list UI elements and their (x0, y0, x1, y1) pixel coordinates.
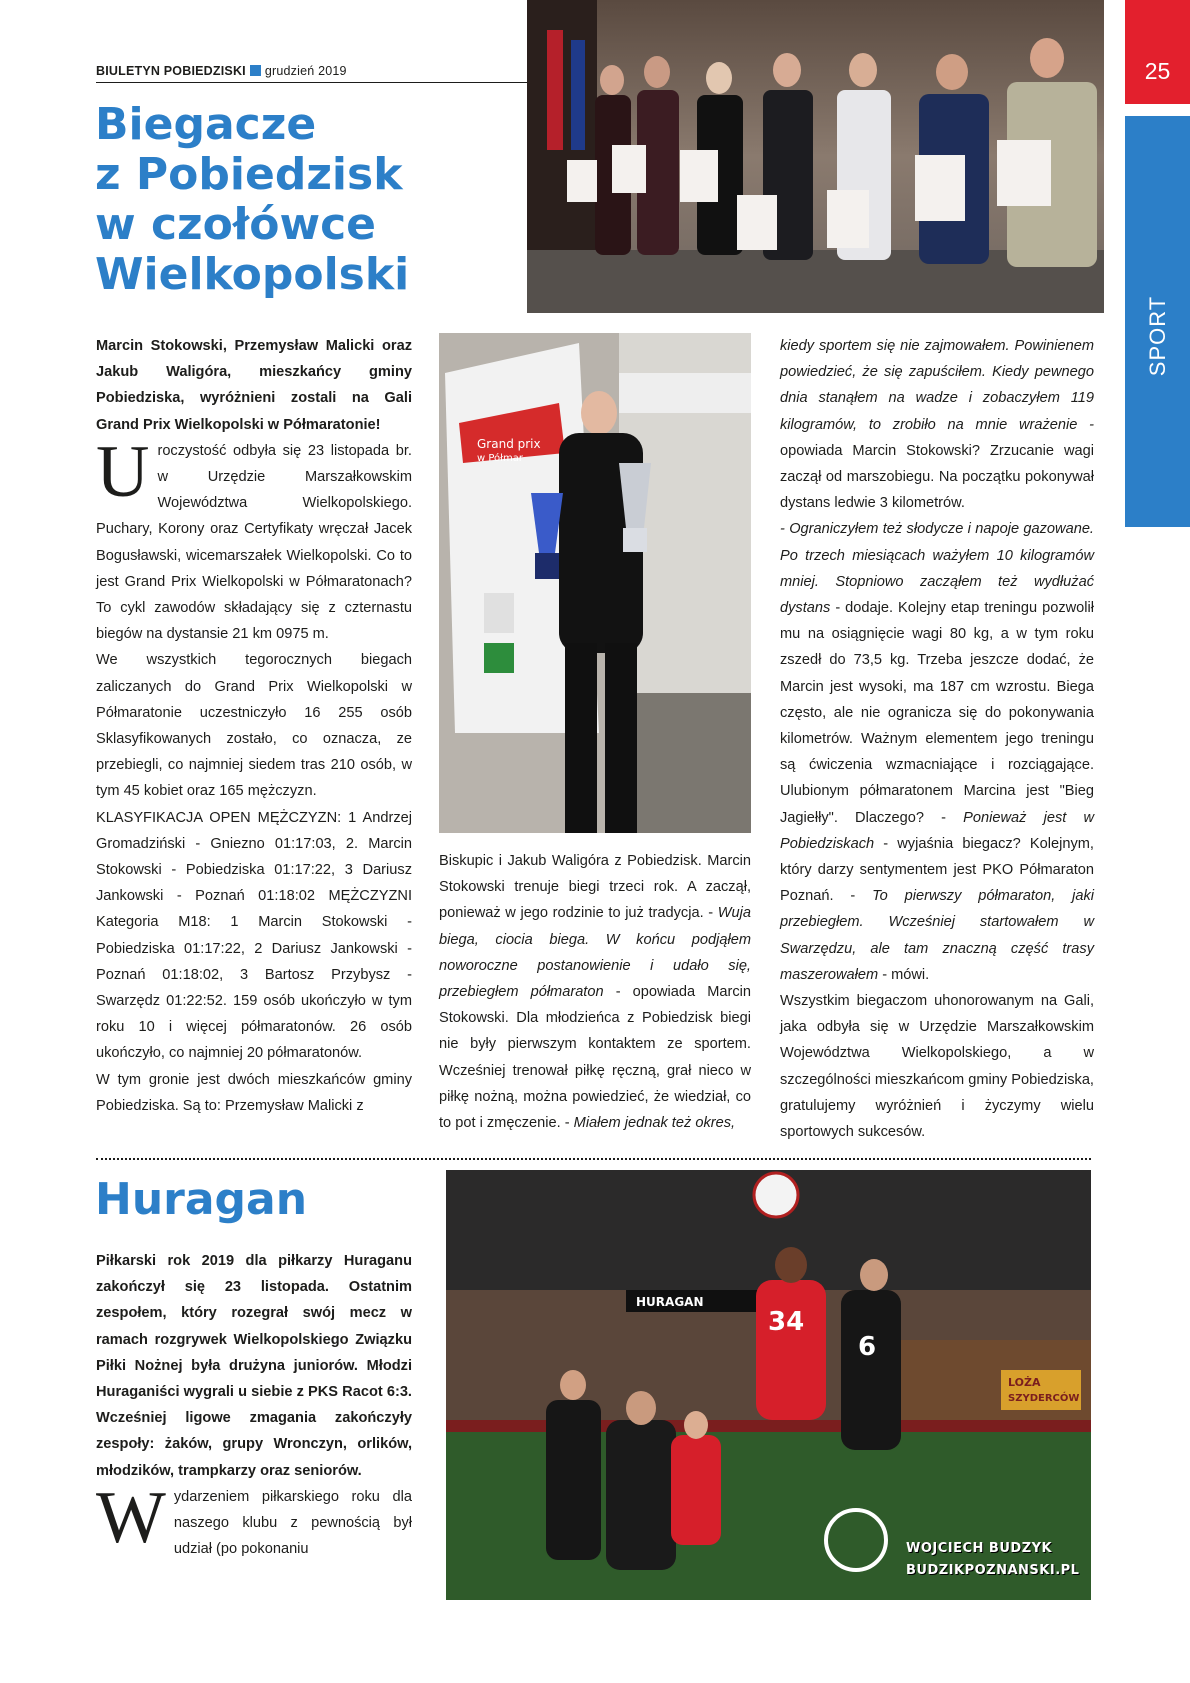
award-ceremony-photo (527, 0, 1104, 313)
title-line: z Pobiedzisk (95, 149, 403, 200)
photo-credit (906, 1538, 1079, 1582)
closing-paragraph: Wszystkim biegaczom uhonorowanym na Gali, jaka odbyła się w Urzędzie Marszałkowskim Województwa Wielkopolskiego, a w szczególności mieszkańcom gminy Pobiedziska, gratulujemy wyróżnień i życzymy wielu sportowych sukcesów. (780, 993, 1094, 1141)
banner-text: Grand prix (477, 437, 541, 451)
article-title: Huragan (95, 1174, 308, 1225)
football-match-photo (446, 1170, 1091, 1600)
article-lead: Marcin Stokowski, Przemysław Malicki oraz Jakub Waligóra, mieszkańcy gminy Pobiedziska, wyróżnieni zostali na Gali Grand Prix Wielkopolski w Półmaratonie! (96, 338, 412, 433)
paragraph: - wyjaśnia biegacz? Kolejnym, który darzy sentymentem jest PKO Półmaraton Poznań. - (780, 835, 1094, 905)
title-line: w czołówce (95, 199, 377, 250)
running-header (96, 64, 530, 78)
photo-credit-name: WOJCIECH BUDZYK (906, 1541, 1053, 1556)
paragraph: - opowiada Marcin Stokowski. Dla młodzieńca z Pobiedzisk biegi nie były pierwszym kontaktem ze sportem. Wcześniej trenował piłkę ręczną, grał nieco w piłkę nożną, można powiedzieć, że wiedział, co to pot i zmęczenie. - (439, 984, 751, 1132)
paragraph: opowiada Marcin Stokowski? Zrzucanie wagi zaczął od marszobiegu. Na początku pokonywał dystans ledwie 3 kilometrów. (780, 442, 1094, 512)
title-line: Wielkopolski (95, 249, 410, 300)
article-column-3 (780, 333, 1094, 1145)
title-line: Biegacze (95, 99, 317, 150)
quote: - Ograniczyłem też słodycze i napoje gazowane. Po trzech miesiącach ważyłem 10 kilogramów mniej. Stopniowo zacząłem też wydłużać dystans (780, 521, 1094, 617)
results-paragraph: KLASYFIKACJA OPEN MĘŻCZYZN: 1 Andrzej Gromadziński - Gniezno 01:17:03, 2. Marcin Stokowski - Pobiedziska 01:17:22, 3 Dariusz Jankowski - Poznań 01:18:02 MĘŻCZYZNI Kategoria M18: 1 Marcin Stokowski - Pobiedziska 01:17:22, 2 Dariusz Jankowski - Poznań 01:18:02, 3 Bartosz Przybysz - Swarzędz 01:22:52. 159 osób ukończyło w tym roku 10 i więcej półmaratonów. 26 osób ukończyło, co najmniej 20 półmaratonów. (96, 809, 412, 1062)
article-column-1 (96, 333, 412, 1119)
section-label-text: SPORT (1144, 295, 1170, 377)
drop-cap: W (96, 1476, 166, 1559)
paragraph: ydarzeniem piłkarskiego roku dla naszego klubu z pewnością był udział (po pokonaniu (173, 1488, 412, 1558)
quote: kiedy sportem się nie zajmowałem. Powinienem powiedzieć, że się zapuściłem. Kiedy pewnego dnia stanąłem na wadze i zobaczyłem 119 kilogramów, to zrobiło na mnie wrażenie - (780, 338, 1094, 433)
kit-number: 34 (768, 1307, 805, 1337)
paragraph: - mówi. (882, 966, 930, 983)
page-number: 25 (1144, 58, 1171, 84)
paragraph: - dodaje. Kolejny etap treningu pozwolił mu na osiągnięcie wagi 80 kg, a w tym roku zszedł do 73,5 kg. Trzeba jeszcze dodać, że Marcin jest wysoki, ma 187 cm wzrostu. Biega często, ale nie ogranicza się do pokonywania kilometrów. Ważnym elementem jego treningu są ćwiczenia wzmacniające i rozciągające. Ulubionym półmaratonem Marcina jest "Bieg Jagiełły". Dlaczego? - (780, 600, 1094, 826)
page-number-tab (1125, 0, 1190, 104)
stadium-ad-text: HURAGAN (636, 1295, 704, 1309)
photo-credit-site: BUDZIKPOZNANSKI.PL (906, 1563, 1080, 1578)
stand-banner-text: SZYDERCÓW (1008, 1393, 1080, 1404)
paragraph: W tym gronie jest dwóch mieszkańców gminy Pobiedziska. Są to: Przemysław Malicki z (96, 1071, 412, 1114)
quote: Ponieważ jest w Pobiedziskach (780, 809, 1094, 852)
article-column-4 (96, 1248, 412, 1562)
stand-banner-text: LOŻA (1008, 1376, 1041, 1389)
paragraph: roczystość odbyła się 23 listopada br. w Urzędzie Marszałkowskim Województwa Wielkopolskiego. Puchary, Korony oraz Certyfikaty wręczał Jacek Bogusławski, wicemarszałek Wielkopolski. Co to jest Grand Prix Wielkopolski w Półmaratonach? To cykl zawodów składający się z czternastu biegów na dystansie 21 km 0975 m. (96, 442, 412, 643)
article-title (95, 100, 495, 300)
drop-cap: U (96, 430, 150, 513)
quote: Miałem jednak też okres, (573, 1115, 736, 1132)
quote: To pierwszy półmaraton, jaki przebiegłem. Wcześniej startowałem w Swarzędzu, ale tam znaczną część trasy maszerowałem (780, 888, 1095, 983)
article-column-2 (439, 848, 751, 1136)
paragraph: We wszystkich tegorocznych biegach zaliczanych do Grand Prix Wielkopolski w Półmaratonie uczestniczyło 16 255 osób Sklasyfikowanych zostało, co oznacza, ze przebiegli, co najmniej siedem tras 210 osób, w tym 45 kobiet oraz 165 mężczyzn. (96, 652, 412, 800)
banner-text: w Półmar (477, 453, 523, 464)
quote: Wuja biega, ciocia biega. W końcu podjąłem noworoczne postanowienie i udało się, przebiegłem półmaraton (439, 905, 751, 1001)
paragraph: Biskupic i Jakub Waligóra z Pobiedzisk. Marcin Stokowski trenuje biegi trzeci rok. A zaczął, ponieważ w jego rodzinie to już tradycja. - (439, 853, 751, 922)
header-rule (96, 82, 530, 83)
section-label (1125, 296, 1190, 376)
header-square-icon (250, 65, 261, 76)
kit-number: 6 (858, 1332, 877, 1362)
article-lead: Piłkarski rok 2019 dla piłkarzy Huraganu zakończył się 23 listopada. Ostatnim zespołem, który rozegrał swój mecz w ramach rozgrywek Wielkopolskiego Związku Piłki Nożnej była drużyna juniorów. Młodzi Huraganiści wygrali u siebie z PKS Racot 6:3. Wcześniej ligowe zmagania zakończyły zespoły: żaków, grupy Wronczyn, orlików, młodzików, trampkarzy oraz seniorów. (96, 1253, 412, 1479)
publication-name: BIULETYN POBIEDZISKI (96, 64, 246, 78)
issue-date: grudzień 2019 (264, 64, 347, 78)
runner-trophies-photo (439, 333, 751, 833)
section-divider (96, 1158, 1091, 1160)
